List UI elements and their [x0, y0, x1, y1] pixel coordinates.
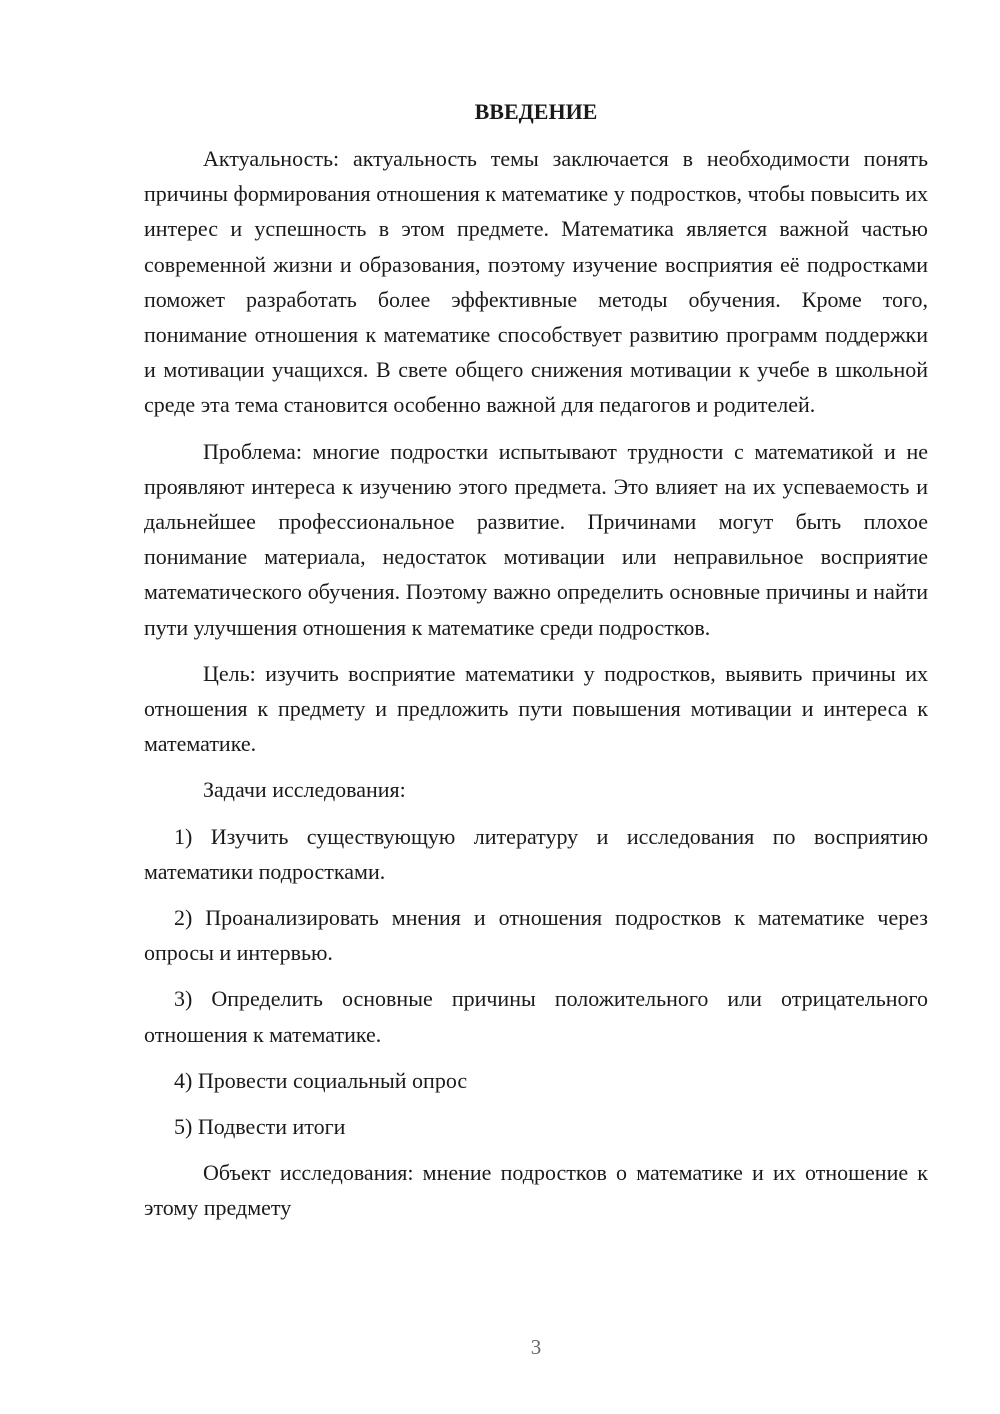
task-item-5: 5) Подвести итоги — [174, 1114, 346, 1140]
paragraph-goal: Цель: изучить восприятие математики у подростков, выявить причины их отношения к предмету и предложить пути повышения мотивации и интереса к математике. — [144, 660, 928, 757]
task-item-2: 2) Проанализировать мнения и отношения подростков к математике через опросы и интервью. — [144, 905, 928, 966]
section-title: ВВЕДЕНИЕ — [474, 99, 598, 124]
page-number: 3 — [530, 1335, 542, 1359]
task-item-3: 3) Определить основные причины положительного или отрицательного отношения к математике. — [144, 986, 928, 1047]
document-page — [144, 94, 928, 1237]
task-item-1: 1) Изучить существующую литературу и исследования по восприятию математики подростками. — [144, 823, 928, 884]
paragraph-problem: Проблема: многие подростки испытывают трудности с математикой и не проявляют интереса к изучению этого предмета. Это влияет на их успеваемость и дальнейшее профессиональное развитие. Причинами могут быть плохое понимание материала, недостаток мотивации или неправильное восприятие математического обучения. Поэтому важно определить основные причины и найти пути улучшения отношения к математике среди подростков. — [144, 438, 928, 640]
paragraph-tasks-heading: Задачи исследования: — [203, 777, 406, 803]
paragraph-object: Объект исследования: мнение подростков о математике и их отношение к этому предмету — [144, 1160, 928, 1221]
task-item-4: 4) Провести социальный опрос — [174, 1067, 468, 1093]
paragraph-relevance: Актуальность: актуальность темы заключается в необходимости понять причины формирования отношения к математике у подростков, чтобы повысить их интерес и успешность в этом предмете. Математика является важной частью современной жизни и образования, поэтому изучение восприятия её подростками поможет разработать более эффективные методы обучения. Кроме того, понимание отношения к математике способствует развитию программ поддержки и мотивации учащихся. В свете общего снижения мотивации к учебе в школьной среде эта тема становится особенно важной для педагогов и родителей. — [144, 146, 928, 418]
